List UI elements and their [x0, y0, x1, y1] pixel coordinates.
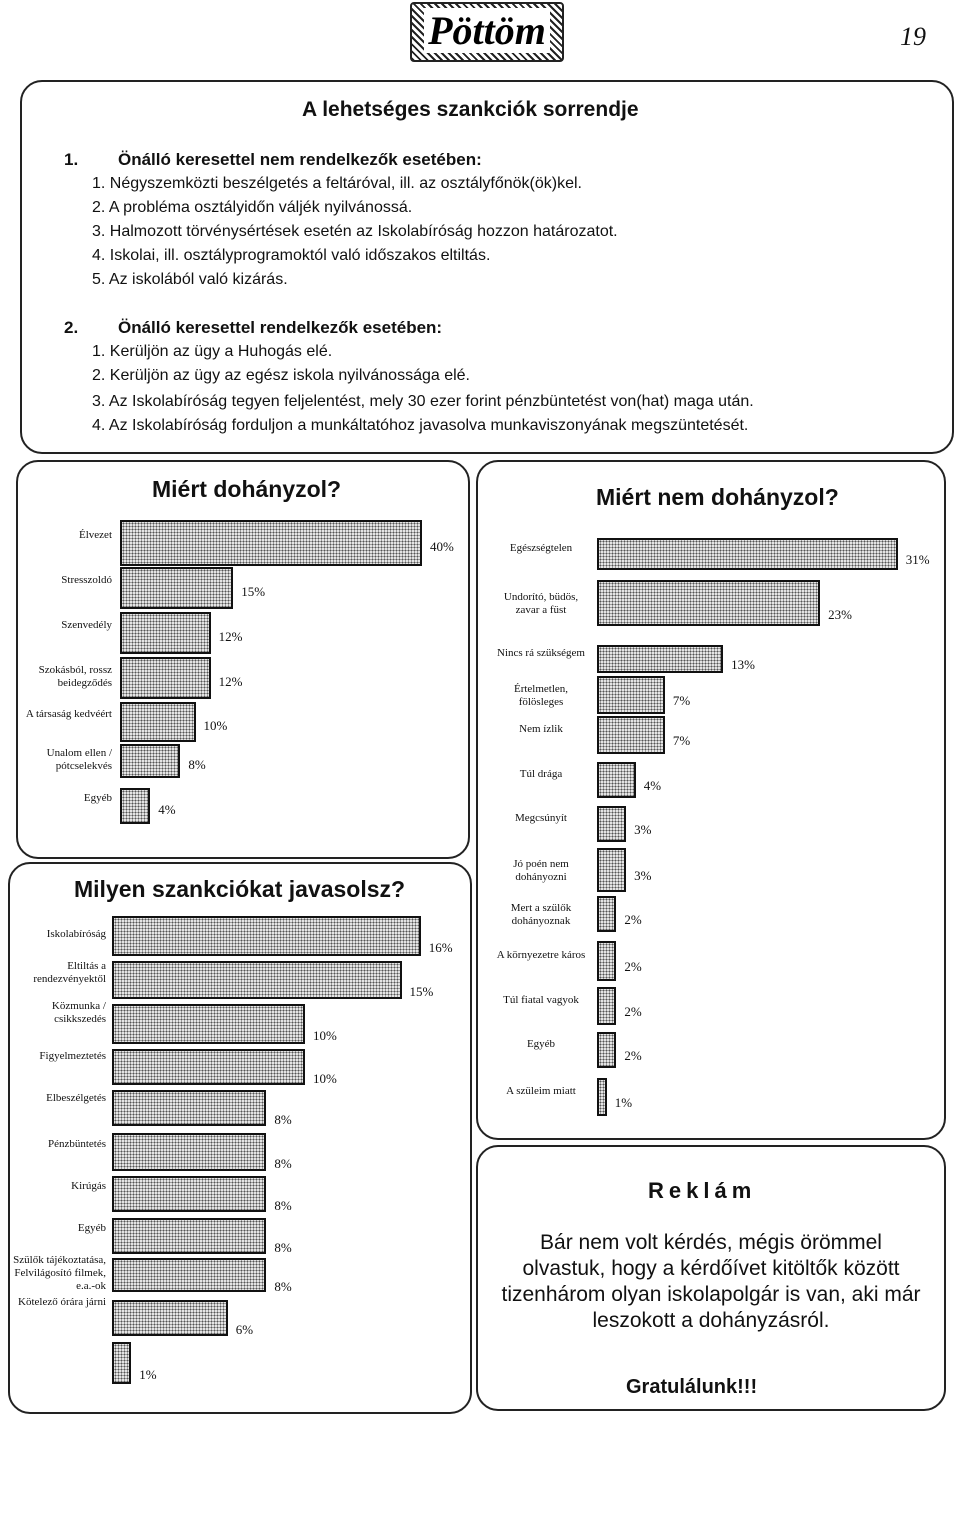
bar-value-label: 1% — [614, 1095, 633, 1110]
bar-value-label: 12% — [218, 629, 243, 644]
bar-category-label: A szüleim miatt — [506, 1085, 576, 1097]
bar-value-label: 3% — [634, 822, 652, 837]
bar-category-label: Mert a szülők dohányoznak — [510, 902, 572, 927]
section-2-item: 1. Kerüljön az ügy a Huhogás elé. — [92, 343, 333, 360]
bar-value-label: 7% — [672, 693, 691, 708]
bar-category-label: A környezetre káros — [496, 949, 586, 961]
bar-value-label: 7% — [672, 733, 691, 748]
bar-value-label: 1% — [139, 1367, 157, 1382]
reklam-closing: Gratulálunk!!! — [626, 1376, 758, 1398]
section-2-item: 3. Az Iskolabíróság tegyen feljelentést, mely 30 ezer forint pénzbüntetést von(hat) maga után. — [92, 393, 754, 410]
bar-category-label: Egyéb — [526, 1038, 556, 1050]
chart-title: Miért dohányzol? — [152, 476, 342, 502]
section-2-item: 2. Kerüljön az ügy az egész iskola nyilvánossága elé. — [92, 367, 470, 384]
bar-category-label: Pénzbüntetés — [47, 1138, 106, 1150]
bar-value-label: 16% — [428, 940, 453, 955]
section-2-number: 2. — [64, 318, 79, 337]
reklam-title: Reklám — [648, 1178, 757, 1203]
section-2-item: 4. Az Iskolabíróság forduljon a munkáltatóhoz javasolva munkaviszonyának megszüntetését. — [92, 417, 749, 434]
bar-value-label: 2% — [624, 912, 642, 927]
bar-category-label: Elbeszélgetés — [46, 1092, 106, 1104]
bar-category-label: Undorító, büdös, zavar a füst — [503, 591, 579, 616]
chart-frame-why-smoke — [16, 460, 470, 859]
bar-category-label: Szülők tájékoztatása, Felvilágosító filmek, e.a.-ok — [13, 1254, 106, 1292]
bar-category-label: Egyéb — [77, 1222, 106, 1234]
bar-category-label: Kirúgás — [71, 1180, 106, 1192]
bar-value-label: 8% — [274, 1198, 292, 1213]
bar-value-label: 8% — [274, 1156, 292, 1171]
bar-category-label: Egészségtelen — [509, 542, 573, 554]
bar-category-label: Kötelező órára járni — [18, 1296, 106, 1308]
magazine-logo: Pöttöm — [410, 2, 564, 62]
bar-value-label: 15% — [241, 584, 266, 599]
bar-category-label: Szokásból, rossz beidegződés — [38, 664, 112, 689]
section-1-item: 4. Iskolai, ill. osztályprogramoktól való időszakos eltiltás. — [92, 247, 491, 264]
bar-value-label: 10% — [313, 1071, 337, 1086]
bar-value-label: 23% — [828, 607, 852, 622]
bar-category-label: Megcsúnyít — [515, 812, 567, 824]
bar-value-label: 13% — [731, 657, 755, 672]
bar-category-label: Közmunka / csikkszedés — [51, 1000, 106, 1025]
bar-value-label: 3% — [634, 868, 652, 883]
section-1-item: 5. Az iskolából való kizárás. — [92, 271, 288, 288]
sanctions-title: A lehetséges szankciók sorrendje — [302, 98, 639, 121]
bar-category-label: Jó poén nem dohányozni — [513, 858, 569, 883]
section-1-item: 1. Négyszemközti beszélgetés a feltáróval, ill. az osztályfőnök(ök)kel. — [92, 175, 582, 192]
reklam-text: Bár nem volt kérdés, mégis örömmel olvastuk, hogy a kérdőívet kitöltők között tizenhárom olyan iskolapolgár is van, aki már leszokott a dohányzásról. — [501, 1231, 921, 1332]
bar-value-label: 2% — [624, 959, 642, 974]
bar-value-label: 4% — [158, 802, 176, 817]
bar-category-label: Unalom ellen / pótcselekvés — [46, 747, 112, 772]
chart-frame-sanctions-suggested — [8, 862, 472, 1414]
bar-category-label: Stresszoldó — [61, 574, 112, 586]
bar-category-label: Túl fiatal vagyok — [503, 994, 579, 1006]
bar-category-label: Szenvedély — [61, 619, 112, 631]
bar-value-label: 31% — [905, 552, 930, 567]
bar-category-label: A társaság kedvéért — [25, 708, 112, 720]
bar-value-label: 2% — [624, 1048, 642, 1063]
bar-value-label: 10% — [313, 1028, 337, 1043]
bar-value-label: 2% — [624, 1004, 642, 1019]
bar-value-label: 8% — [274, 1112, 292, 1127]
bar-category-label: Egyéb — [83, 792, 112, 804]
bar-value-label: 6% — [235, 1322, 254, 1337]
bar-category-label: Eltiltás a rendezvényektől — [33, 960, 106, 985]
section-1-item: 3. Halmozott törvénysértések esetén az Iskolabíróság hozzon határozatot. — [92, 223, 618, 240]
bar-value-label: 12% — [218, 674, 243, 689]
bar-value-label: 4% — [643, 778, 662, 793]
bar-value-label: 8% — [188, 757, 206, 772]
bar-value-label: 8% — [274, 1240, 292, 1255]
chart-title: Miért nem dohányzol? — [596, 484, 839, 510]
page-number: 19 — [900, 22, 926, 51]
bar-category-label: Nincs rá szükségem — [497, 647, 585, 659]
bar-value-label: 15% — [409, 984, 434, 999]
bar-category-label: Figyelmeztetés — [39, 1050, 106, 1062]
bar-category-label: Túl drága — [519, 768, 563, 780]
section-1-number: 1. — [64, 150, 79, 169]
chart-title: Milyen szankciókat javasolsz? — [74, 876, 406, 902]
bar-category-label: Nem ízlik — [519, 723, 563, 735]
bar-value-label: 40% — [430, 539, 454, 554]
bar-category-label: Iskolabíróság — [46, 928, 106, 940]
chart-frame-why-not-smoke — [476, 460, 946, 1140]
bar-category-label: Értelmetlen, fölösleges — [513, 683, 569, 708]
section-2-heading: Önálló keresettel rendelkezők esetében: — [118, 318, 443, 337]
bar-value-label: 10% — [203, 718, 228, 733]
bar-category-label: Élvezet — [79, 529, 112, 541]
bar-value-label: 8% — [274, 1279, 292, 1294]
section-1-item: 2. A probléma osztályidőn váljék nyilvánossá. — [92, 199, 413, 216]
section-1-heading: Önálló keresettel nem rendelkezők esetében: — [118, 150, 482, 169]
